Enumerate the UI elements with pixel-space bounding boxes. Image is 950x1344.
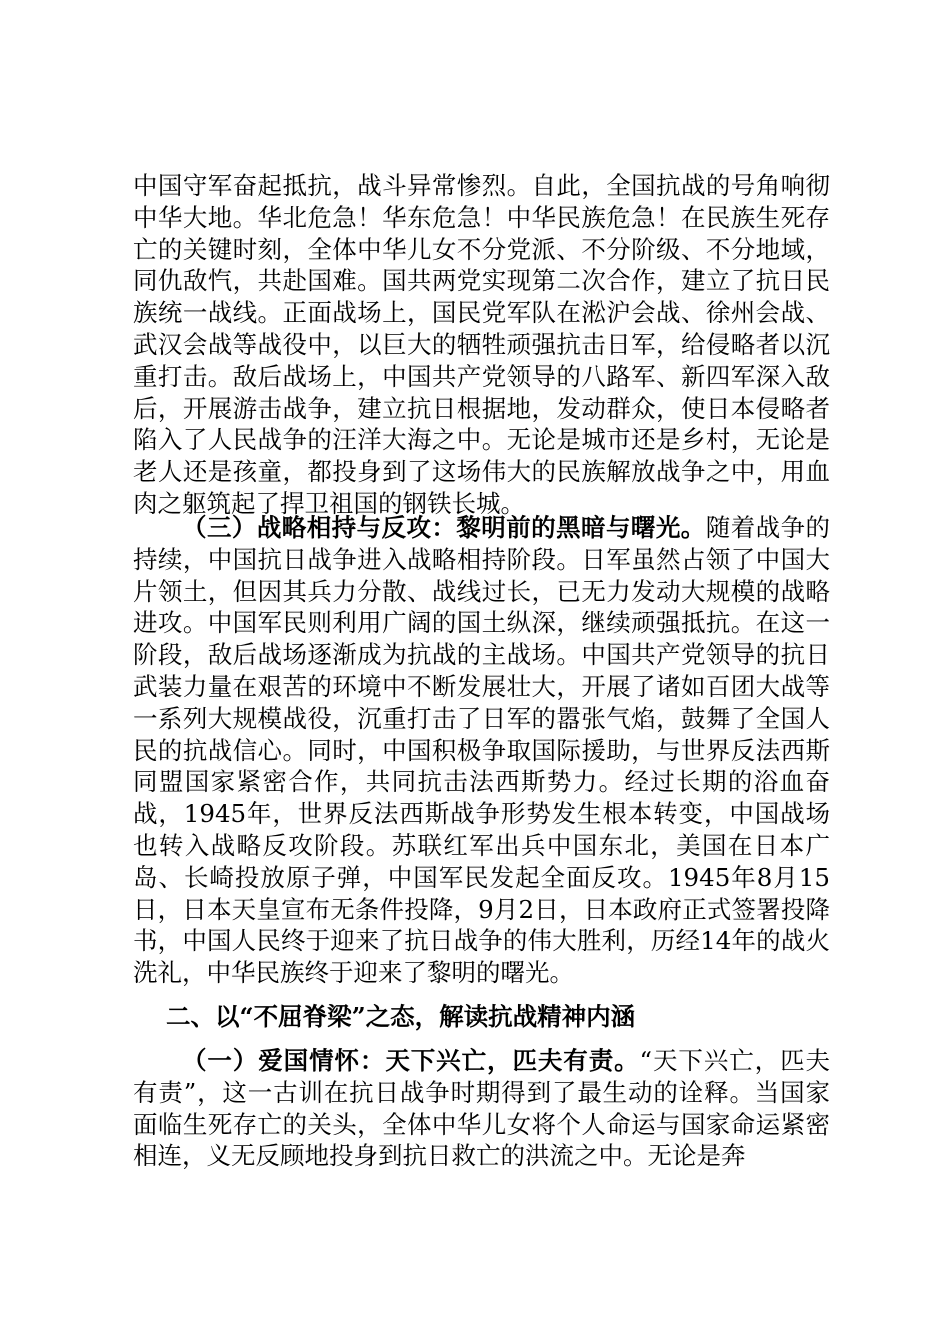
paragraph-body: 随着战争的持续，中国抗日战争进入战略相持阶段。日军虽然占领了中国大片领土，但因其兵力分散、战线过长，已无力发动大规模的战略进攻。中国军民则利用广阔的国土纵深，继续顽强抵抗。在这一阶段，敌后战场逐渐成为抗战的主战场。中国共产党领导的抗日武装力量在艰苦的环境中不断发展壮大，开展了诸如百团大战等一系列大规模战役，沉重打击了日军的嚣张气焰，鼓舞了全国人民的抗战信心。同时，中国积极争取国际援助，与世界反法西斯同盟国家紧密合作，共同抗击法西斯势力。经过长期的浴血奋战，1945年，世界反法西斯战争形势发生根本转变，中国战场也转入战略反攻阶段。苏联红军出兵中国东北，美国在日本广岛、长崎投放原子弹，中国军民发起全面反攻。1945年8月15日，日本天皇宣布无条件投降，9月2日，日本政府正式签署投降书，中国人民终于迎来了抗日战争的伟大胜利，历经14年的战火洗礼，中华民族终于迎来了黎明的曙光。 [133,513,831,988]
paragraph-stalemate-counteroffensive [133,512,830,989]
paragraph-lead-heading: （三）战略相持与反攻：黎明前的黑暗与曙光。 [182,513,706,542]
paragraph-lead-heading: （一）爱国情怀：天下兴亡，匹夫有责。 [182,1046,640,1075]
paragraph-body: “天下兴亡，匹夫有责”，这一古训在抗日战争时期得到了最生动的诠释。当国家面临生死存亡的关头，全体中华儿女将个人命运与国家命运紧密相连，义无反顾地投身到抗日救亡的洪流之中。无论是奔 [133,1046,831,1171]
paragraph-patriotism [133,1045,830,1172]
paragraph-continued: 中国守军奋起抵抗，战斗异常惨烈。自此，全国抗战的号角响彻中华大地。华北危急！华东危急！中华民族危急！在民族生死存亡的关键时刻，全体中华儿女不分党派、不分阶级、不分地域，同仇敌忾，共赴国难。国共两党实现第二次合作，建立了抗日民族统一战线。正面战场上，国民党军队在淞沪会战、徐州会战、武汉会战等战役中，以巨大的牺牲顽强抗击日军，给侵略者以沉重打击。敌后战场上，中国共产党领导的八路军、新四军深入敌后，开展游击战争，建立抗日根据地，发动群众，使日本侵略者陷入了人民战争的汪洋大海之中。无论是城市还是乡村，无论是老人还是孩童，都投身到了这场伟大的民族解放战争之中，用血肉之躯筑起了捍卫祖国的钢铁长城。 [133,171,830,518]
section-heading: 二、以“不屈脊梁”之态，解读抗战精神内涵 [166,1002,636,1031]
